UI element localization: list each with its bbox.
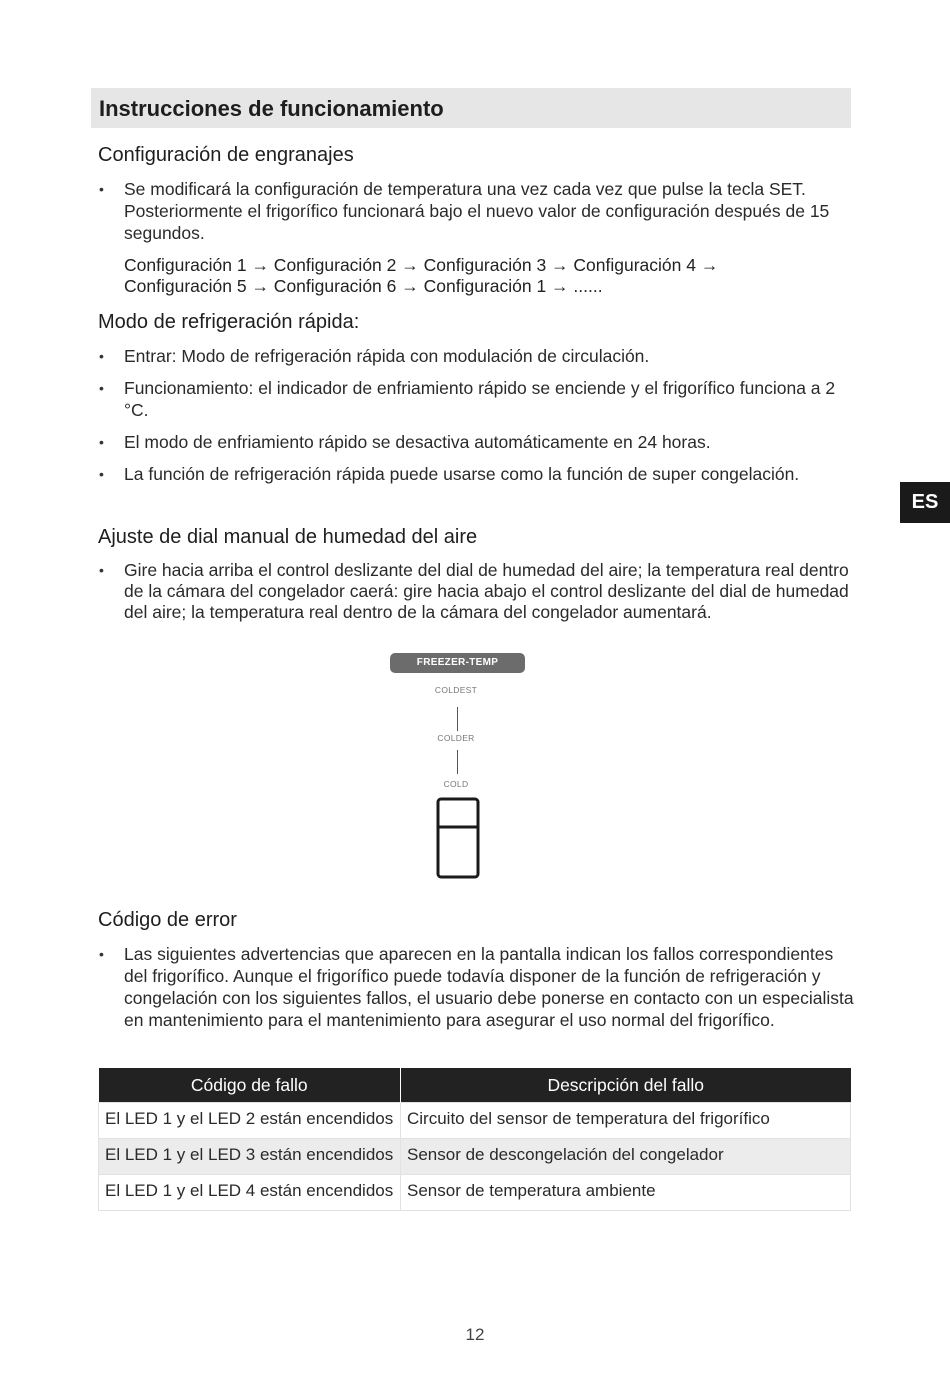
section-title: Instrucciones de funcionamiento <box>91 88 851 128</box>
error-code-heading: Código de error <box>98 909 237 931</box>
list-item: • La función de refrigeración rápida puede usarse como la función de super congelación. <box>98 463 856 485</box>
column-header: Código de fallo <box>99 1068 401 1103</box>
error-code-list <box>98 943 856 1041</box>
freezer-temp-pill: FREEZER-TEMP <box>390 653 525 673</box>
error-code-table <box>98 1068 851 1211</box>
table-row <box>99 1175 851 1211</box>
level-label-colder: COLDER <box>437 733 475 743</box>
table-cell: Sensor de descongelación del congelador <box>401 1139 851 1175</box>
table-row <box>99 1103 851 1139</box>
humidity-dial-list <box>98 560 856 633</box>
table-cell: El LED 1 y el LED 4 están encendidos <box>99 1175 401 1211</box>
humidity-dial-heading: Ajuste de dial manual de humedad del aire <box>98 526 478 548</box>
page-number: 12 <box>465 1325 485 1344</box>
list-item: • Se modificará la configuración de temperatura una vez cada vez que pulse la tecla SET. Posteriormente el frigorífico funcionará bajo el nuevo valor de configuración después de 15 segundos. <box>98 178 856 244</box>
level-label-cold: COLD <box>443 779 469 789</box>
level-label-coldest: COLDEST <box>434 685 478 695</box>
sequence-line: Configuración 1 → Configuración 2 → Configuración 3 → Configuración 4 → <box>124 255 719 275</box>
dial-connector <box>457 707 458 731</box>
dial-connector <box>457 750 458 774</box>
config-sequence <box>124 255 844 297</box>
table-cell: El LED 1 y el LED 3 están encendidos <box>99 1139 401 1175</box>
list-item: • Funcionamiento: el indicador de enfriamiento rápido se enciende y el frigorífico funciona a 2 °C. <box>98 377 856 421</box>
gear-config-list <box>98 178 856 254</box>
list-item: • Gire hacia arriba el control deslizante del dial de humedad del aire; la temperatura real dentro de la cámara del congelador caerá: gire hacia abajo el control deslizante del dial de humedad del aire; la temperatura real dentro de la cámara del congelador aumentará. <box>98 560 856 623</box>
gear-config-heading: Configuración de engranajes <box>98 144 354 166</box>
language-tab: ES <box>900 482 950 523</box>
list-item: • Las siguientes advertencias que aparecen en la pantalla indican los fallos correspondientes del frigorífico. Aunque el frigorífico puede todavía disponer de la función de refrigeración y congelación con los siguientes fallos, el usuario debe ponerse en contacto con un especialista en mantenimiento para el mantenimiento para asegurar el uso normal del frigorífico. <box>98 943 856 1031</box>
table-header-row <box>99 1068 851 1103</box>
table-cell: Sensor de temperatura ambiente <box>401 1175 851 1211</box>
fast-cooling-list <box>98 345 856 495</box>
list-item: • Entrar: Modo de refrigeración rápida con modulación de circulación. <box>98 345 856 367</box>
table-cell: El LED 1 y el LED 2 están encendidos <box>99 1103 401 1139</box>
sequence-line: Configuración 5 → Configuración 6 → Configuración 1 → ...... <box>124 276 603 296</box>
table-row <box>99 1139 851 1175</box>
list-item: • El modo de enfriamiento rápido se desactiva automáticamente en 24 horas. <box>98 431 856 453</box>
table-cell: Circuito del sensor de temperatura del frigorífico <box>401 1103 851 1139</box>
fast-cooling-heading: Modo de refrigeración rápida: <box>98 311 360 333</box>
fridge-icon <box>436 797 480 879</box>
column-header: Descripción del fallo <box>401 1068 851 1103</box>
